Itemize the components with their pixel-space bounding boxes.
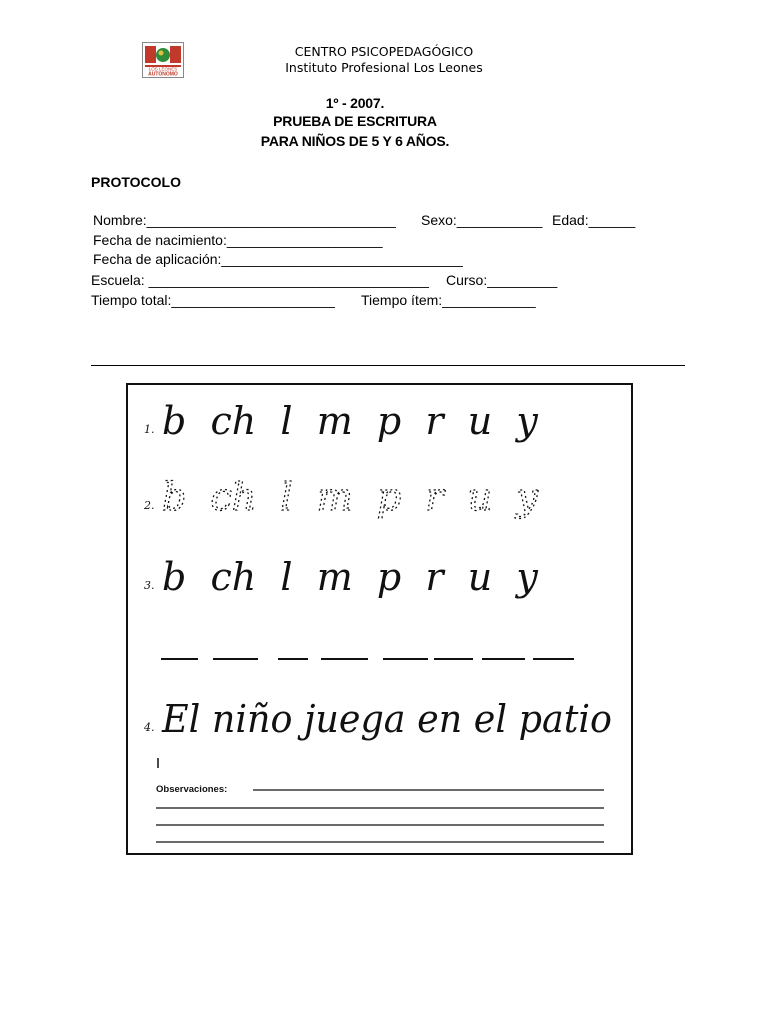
escuela-field: Escuela: ____________________________________ — [91, 272, 429, 288]
fecha-aplicacion-field: Fecha de aplicación:_______________________________ — [93, 251, 463, 267]
fecha-nacimiento-field: Fecha de nacimiento:____________________ — [93, 232, 383, 248]
observaciones-label: Observaciones: — [156, 784, 228, 795]
tiempo-item-field: Tiempo ítem:____________ — [361, 292, 536, 308]
row-1-number: 1. — [144, 423, 155, 436]
writing-worksheet — [118, 378, 640, 858]
protocolo-heading: PROTOCOLO — [91, 174, 181, 190]
section-divider — [91, 365, 685, 366]
row-1-letters: b ch l m p r u y — [162, 399, 538, 443]
curso-field: Curso:_________ — [446, 272, 558, 288]
observaciones-lines — [156, 790, 604, 842]
row-3-letters: b ch l m p r u y — [162, 555, 538, 599]
organization-name: CENTRO PSICOPEDAGÓGICO — [294, 44, 474, 59]
logo-text-top: LOS LEONES — [148, 66, 178, 72]
edad-field: Edad:______ — [552, 212, 636, 228]
title-main: PRUEBA DE ESCRITURA — [273, 113, 437, 129]
row-2-dotted-letters: b ch l m p r u y — [162, 475, 538, 519]
row-4-number: 4. — [144, 721, 155, 734]
title-age-range: PARA NIÑOS DE 5 Y 6 AÑOS. — [260, 133, 450, 149]
row-2-number: 2. — [144, 499, 155, 512]
sexo-field: Sexo:___________ — [421, 212, 543, 228]
title-year: 1º - 2007. — [325, 95, 385, 111]
row-3-number: 3. — [144, 579, 155, 592]
nombre-field: Nombre:________________________________ — [93, 212, 396, 228]
row-4-sentence: El niño juega en el patio — [161, 697, 612, 741]
tiempo-total-field: Tiempo total:_____________________ — [91, 292, 335, 308]
organization-subtitle: Instituto Profesional Los Leones — [285, 60, 483, 75]
logo-text-bottom: AUTONOMO — [148, 71, 178, 77]
